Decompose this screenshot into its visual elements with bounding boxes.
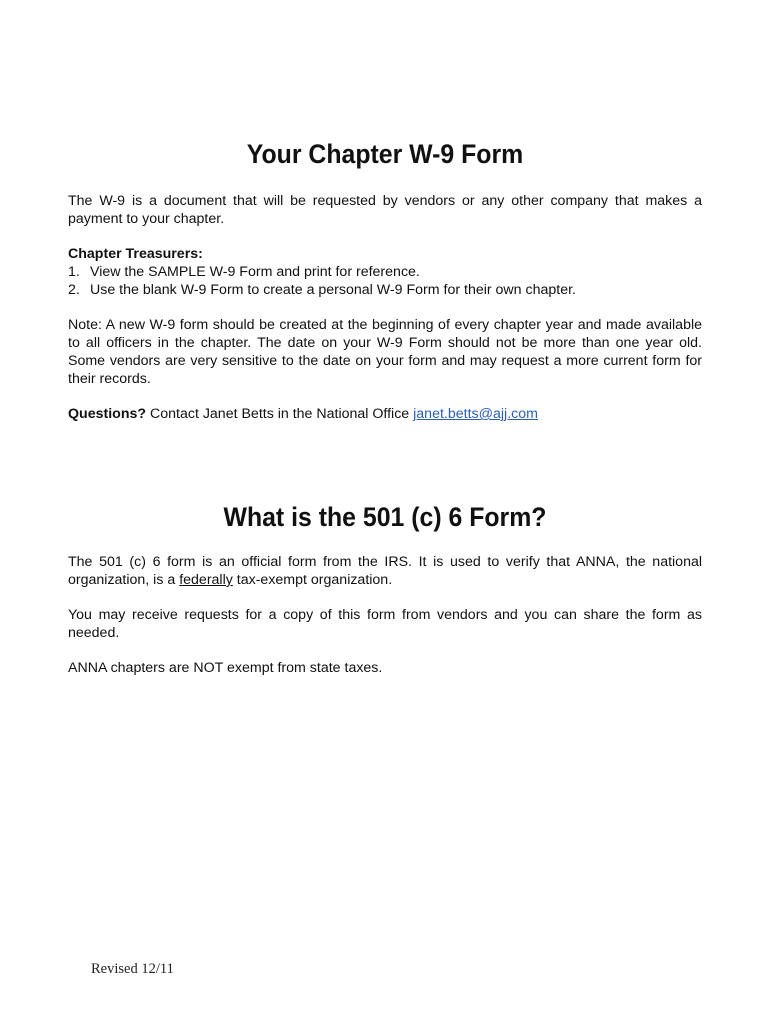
intro-text-part: tax-exempt organization.: [232, 572, 393, 588]
w9-note-paragraph: Note: A new W-9 form should be created at the beginning of every chapter year and made available to all officers in the chapter. The date on your W-9 Form should not be more than one year old. Some vendors are very sensitive to the date on your form and may request a more current form for their records.: [68, 317, 702, 387]
intro-text-part: The 501 (c) 6 form is an official form from the IRS. It is used to verify that ANNA, the national organization, is a: [68, 554, 702, 588]
list-item-number: 2.: [68, 282, 80, 298]
w9-section-title: Your Chapter W-9 Form: [246, 139, 524, 169]
form-501c6-intro-paragraph: [68, 553, 702, 589]
questions-label: Questions?: [68, 406, 147, 422]
contact-email-link[interactable]: janet.betts@ajj.com: [413, 406, 538, 422]
document-body: [68, 138, 702, 677]
questions-text: Contact Janet Betts in the National Office: [146, 406, 414, 422]
w9-intro-paragraph: The W-9 is a document that will be requested by vendors or any other company that makes a payment to your chapter.: [68, 193, 702, 227]
treasurer-list-item: [68, 281, 702, 299]
list-item-number: 1.: [68, 264, 80, 280]
federally-underlined-word: federally: [179, 572, 233, 588]
revision-footer: Revised 12/11: [91, 961, 174, 977]
form-501c6-section-title: What is the 501 (c) 6 Form?: [223, 502, 547, 532]
form-requests-paragraph: You may receive requests for a copy of this form from vendors and you can share the form as needed.: [68, 607, 702, 641]
chapter-treasurers-block: [68, 245, 702, 299]
state-tax-exempt-paragraph: ANNA chapters are NOT exempt from state taxes.: [68, 660, 383, 676]
list-item-text: View the SAMPLE W-9 Form and print for reference.: [90, 264, 420, 280]
chapter-treasurers-heading: Chapter Treasurers:: [68, 246, 203, 262]
list-item-text: Use the blank W-9 Form to create a personal W-9 Form for their own chapter.: [90, 282, 576, 298]
questions-line: [68, 405, 702, 423]
treasurer-list-item: [68, 263, 702, 281]
